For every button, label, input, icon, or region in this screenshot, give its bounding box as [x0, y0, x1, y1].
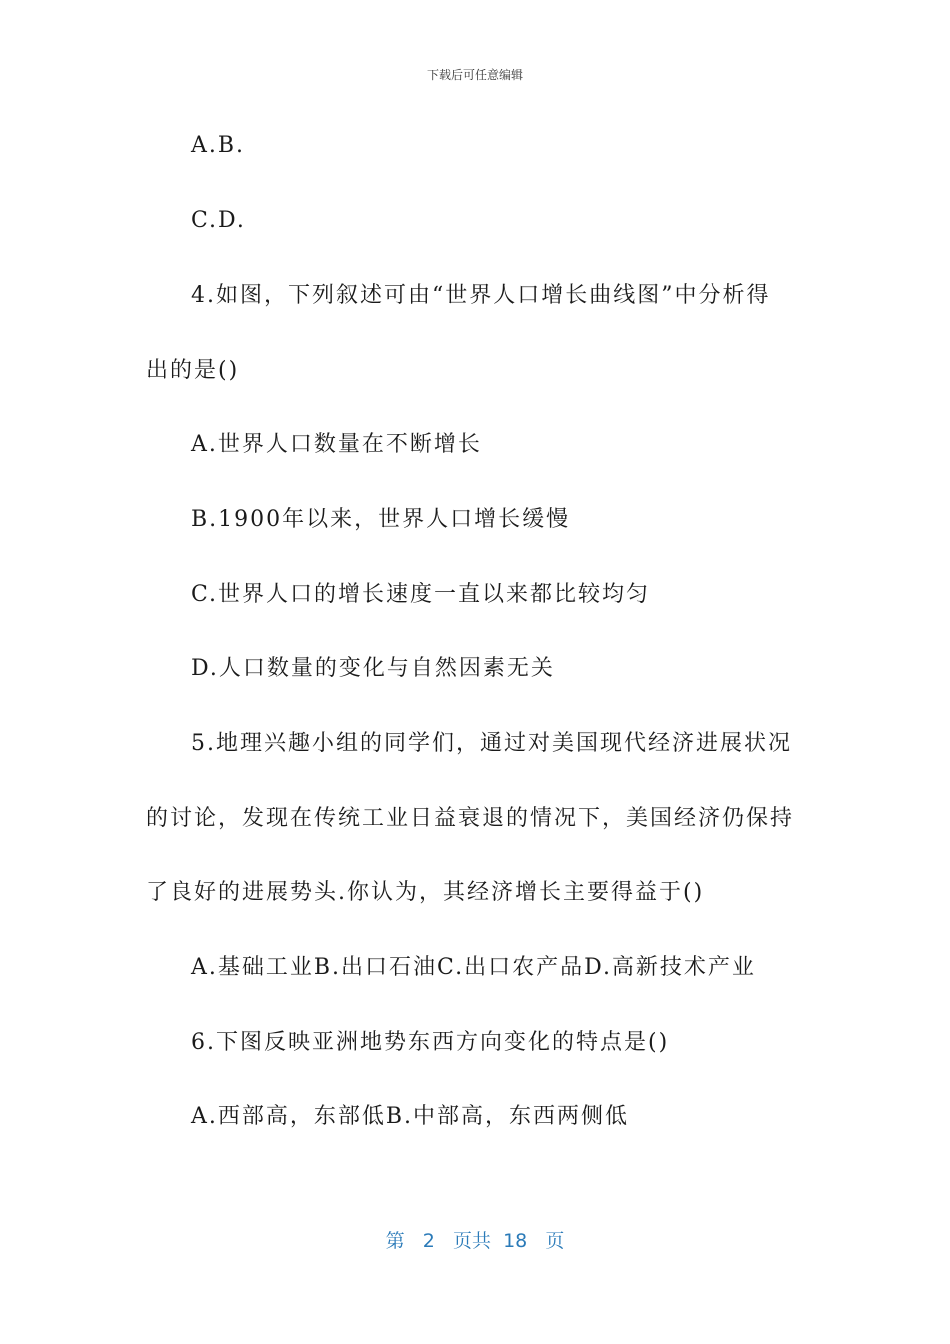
question-4-option-a: A.世界人口数量在不断增长	[191, 432, 482, 457]
question-6-options-ab: A.西部高，东部低B.中部高，东西两侧低	[191, 1104, 630, 1129]
question-4-option-b: B.1900年以来，世界人口增长缓慢	[191, 507, 571, 532]
page-header-note: 下载后可任意编辑	[426, 68, 523, 82]
question-3-options-cd: C.D.	[191, 208, 246, 233]
question-4-option-c: C.世界人口的增长速度一直以来都比较均匀	[191, 582, 651, 607]
question-3-options-ab: A.B.	[191, 133, 246, 158]
footer-total-pages: 18	[503, 1230, 528, 1252]
footer-current-page: 2	[422, 1230, 435, 1252]
question-5-stem-line-1: 5.地理兴趣小组的同学们，通过对美国现代经济进展状况	[191, 731, 792, 756]
footer-middle: 页共	[452, 1230, 491, 1252]
question-4-stem-line-2: 出的是()	[146, 358, 240, 383]
question-5-stem-line-3: 了良好的进展势头.你认为，其经济增长主要得益于()	[146, 880, 705, 905]
question-4-stem-line-1: 4.如图，下列叙述可由“世界人口增长曲线图”中分析得	[191, 283, 771, 308]
question-5-options: A.基础工业B.出口石油C.出口农产品D.高新技术产业	[191, 955, 756, 980]
question-6-stem: 6.下图反映亚洲地势东西方向变化的特点是()	[191, 1030, 670, 1055]
footer-suffix: 页	[545, 1230, 565, 1252]
question-4-option-d: D.人口数量的变化与自然因素无关	[191, 656, 555, 681]
footer-prefix: 第	[385, 1230, 405, 1252]
page-number-footer	[0, 1226, 950, 1253]
question-5-stem-line-2: 的讨论，发现在传统工业日益衰退的情况下，美国经济仍保持	[146, 806, 795, 831]
